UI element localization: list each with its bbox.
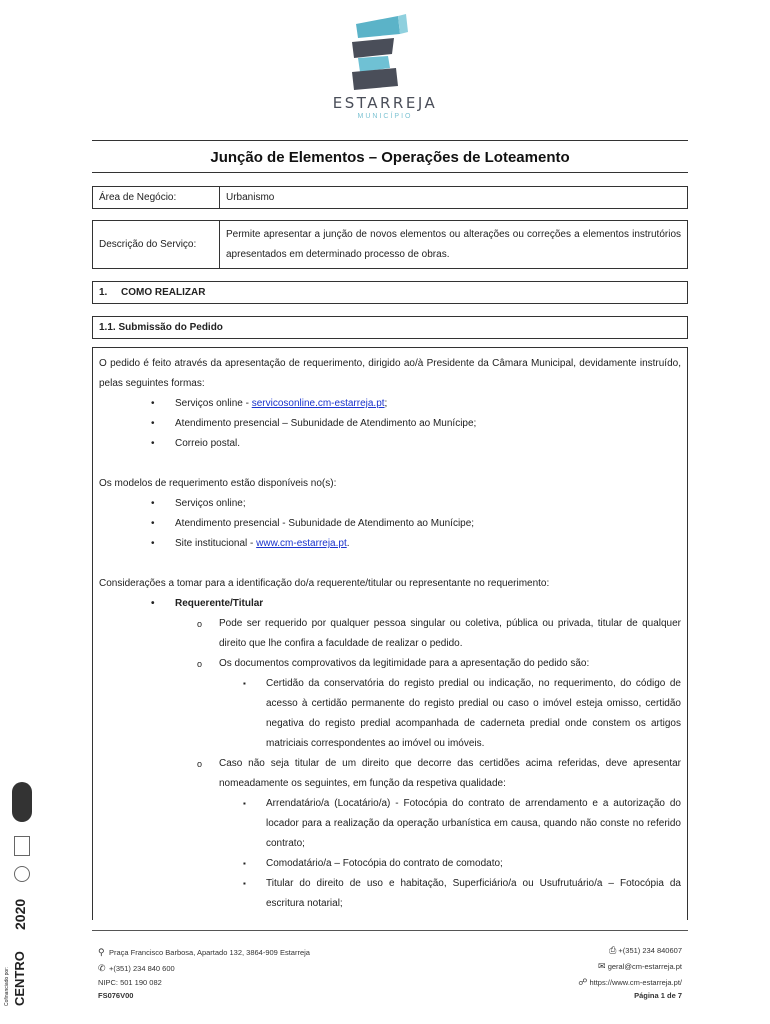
footer-divider xyxy=(92,930,688,931)
fax-icon: ⎙ xyxy=(609,945,617,955)
square-list-item: ▪ Titular do direito de uso e habitação, Superficiário/a ou Usufrutuário/a – Fotocópia da escritura notarial; xyxy=(99,874,681,914)
list-item: • Correio postal. xyxy=(99,434,681,454)
sublist-item: o Os documentos comprovativos da legitimidade para a apresentação do pedido são: xyxy=(99,654,681,674)
area-label: Área de Negócio: xyxy=(93,187,220,208)
section-como-realizar xyxy=(92,281,688,304)
section-submissao xyxy=(92,316,688,339)
footer-code: FS076V00 xyxy=(98,991,134,1000)
square-list-item: ▪ Comodatário/a – Fotocópia do contrato de comodato; xyxy=(99,854,681,874)
models-intro: Os modelos de requerimento estão disponíveis no(s): xyxy=(99,478,337,489)
phone-icon: ✆ xyxy=(98,963,106,973)
regiao-aveiro-logo xyxy=(12,782,32,822)
list-item: • Serviços online - servicosonline.cm-estarreja.pt; xyxy=(99,394,681,414)
section-title: COMO REALIZAR xyxy=(121,287,206,298)
requerente-heading: • Requerente/Titular xyxy=(99,594,681,614)
footer-page: Página 1 de 7 xyxy=(634,991,682,1000)
footer-email: ✉ geral@cm-estarreja.pt xyxy=(595,961,682,972)
list-item: • Site institucional - www.cm-estarreja.pt. xyxy=(99,534,681,554)
content-box xyxy=(92,347,688,920)
footer-address: ⚲ Praça Francisco Barbosa, Apartado 132, 3864-909 Estarreja xyxy=(98,947,310,957)
eu-stars-icon xyxy=(14,866,30,882)
estarreja-e-icon xyxy=(348,14,422,92)
document-title-bar xyxy=(92,140,688,173)
globe-icon: ☍ xyxy=(578,977,588,987)
list-item: • Atendimento presencial – Subunidade de Atendimento ao Munícipe; xyxy=(99,414,681,434)
email-icon: ✉ xyxy=(598,961,606,971)
description-row xyxy=(92,220,688,269)
document-title: Junção de Elementos – Operações de Loteamento xyxy=(210,149,570,166)
portugal-2020-logo: 2020 xyxy=(12,898,28,930)
municipality-logo xyxy=(320,14,450,124)
eu-flag-icon xyxy=(14,836,30,856)
funding-logos xyxy=(6,770,36,1020)
location-pin-icon: ⚲ xyxy=(98,947,105,957)
cofinanced-label: Cofinanciado por: xyxy=(4,966,10,1006)
footer-phone: ✆ +(351) 234 840 600 xyxy=(98,963,175,973)
list-item: • Atendimento presencial - Subunidade de Atendimento ao Munícipe; xyxy=(99,514,681,534)
subsection-title: 1.1. Submissão do Pedido xyxy=(99,322,223,333)
area-row xyxy=(92,186,688,209)
footer-nipc: NIPC: 501 190 082 xyxy=(98,978,162,987)
list-item: • Serviços online; xyxy=(99,494,681,514)
sublist-item: o Caso não seja titular de um direito que decorre das certidões acima referidas, deve apresentar nomeadamente os seguintes, em função da respetiva qualidade: xyxy=(99,754,681,794)
footer-website: ☍ https://www.cm-estarreja.pt/ xyxy=(578,977,682,987)
logo-name: ESTARREJA xyxy=(332,94,438,112)
square-list-item: ▪ Arrendatário/a (Locatário/a) - Fotocópia do contrato de arrendamento e a autorização do locador para a realização da operação urbanística em causa, quando não conste no referido contrato; xyxy=(99,794,681,854)
website-link[interactable]: www.cm-estarreja.pt xyxy=(256,538,347,549)
description-value: Permite apresentar a junção de novos elementos ou alterações ou correções a elementos instrutórios apresentados em determinado processo de obras. xyxy=(226,228,681,260)
considerations-text: Considerações a tomar para a identificação do/a requerente/titular ou representante no requerimento: xyxy=(99,578,550,589)
intro-text: O pedido é feito através da apresentação de requerimento, dirigido ao/à Presidente da Câmara Municipal, devidamente instruído, pelas seguintes formas: xyxy=(99,358,681,389)
logo-subtitle: MUNICÍPIO xyxy=(357,113,413,120)
footer-fax: ⎙ +(351) 234 840607 xyxy=(605,945,682,956)
section-number: 1. xyxy=(99,287,108,298)
sublist-item: o Pode ser requerido por qualquer pessoa singular ou coletiva, pública ou privada, titular de qualquer direito que lhe confira a faculdade de realizar o pedido. xyxy=(99,614,681,654)
description-label: Descrição do Serviço: xyxy=(93,221,220,268)
area-value: Urbanismo xyxy=(226,192,275,203)
servicos-online-link[interactable]: servicosonline.cm-estarreja.pt xyxy=(251,398,385,409)
square-list-item: ▪ Certidão da conservatória do registo predial ou indicação, no requerimento, do código de acesso à certidão permanente do registo predial ou caso o imóvel esteja omisso, certidão negativa do registo predial acompanhada de caderneta predial onde constem os artigos matriciais correspondentes ao imóvel ou imóveis. xyxy=(99,674,681,754)
centro-2020-logo: CENTRO xyxy=(12,951,27,1006)
